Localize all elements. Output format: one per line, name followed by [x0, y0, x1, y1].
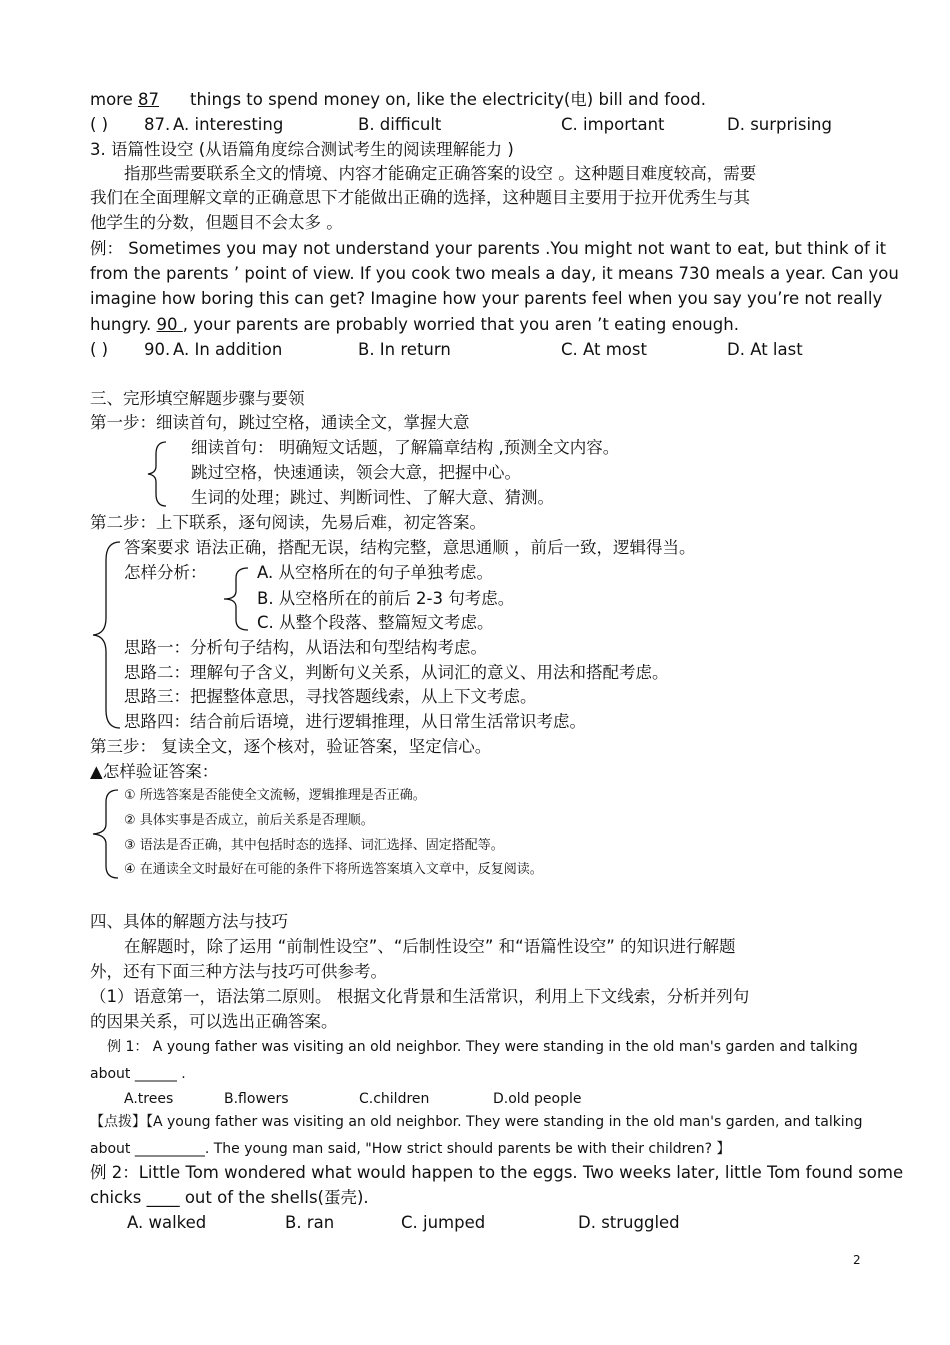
step3: 第三步： 复读全文，逐个核对，验证答案，坚定信心。: [90, 737, 492, 756]
q87-option-b: B. difficult: [358, 115, 442, 134]
tip-line-1: 【点拨】【A young father was visiting an old neighbor. They were standing in the old man's garden, and talking: [90, 1114, 863, 1130]
example1-option-a: A.trees: [124, 1091, 174, 1107]
q90-option-b: B. In return: [358, 340, 451, 359]
answer-requirements: 答案要求 语法正确，搭配无误，结构完整，意思通顺 ，前后一致，逻辑得当。: [124, 538, 696, 557]
page-number: 2: [853, 1253, 861, 1267]
q87-option-a: A. interesting: [173, 115, 284, 134]
q87-paren: ( ): [90, 115, 109, 134]
part4-intro-1: 在解题时，除了运用 “前制性设空”、“后制性设空” 和“语篇性设空” 的知识进行解题: [124, 937, 736, 956]
step1-item-1: 细读首句： 明确短文话题，了解篇章结构 ,预测全文内容。: [191, 438, 620, 457]
q87-blank: 87: [138, 90, 159, 109]
ex90-line-3: imagine how boring this can get? Imagine how your parents feel when you say you’re not really: [90, 289, 883, 308]
q87-option-c: C. important: [561, 115, 665, 134]
q90-option-a: A. In addition: [173, 340, 283, 359]
example2-option-b: B. ran: [285, 1213, 335, 1232]
q90-option-c: C. At most: [561, 340, 647, 359]
ex90-blank: 90: [156, 315, 183, 334]
example1-option-b: B.flowers: [224, 1091, 289, 1107]
sec3-heading: 3. 语篇性设空 (从语篇角度综合测试考生的阅读理解能力 ): [90, 140, 514, 159]
idea-1: 思路一：分析句子结构，从语法和句型结构考虑。: [124, 638, 487, 657]
verify-item-4: ④ 在通读全文时最好在可能的条件下将所选答案填入文章中，反复阅读。: [124, 862, 543, 877]
example1-line-1: 例 1： A young father was visiting an old neighbor. They were standing in the old man's garden and talking: [107, 1039, 858, 1055]
sec3-desc-1: 指那些需要联系全文的情境、内容才能确定正确答案的设空 。这种题目难度较高，需要: [124, 164, 757, 183]
part4-title: 四、具体的解题方法与技巧: [90, 912, 288, 931]
step1: 第一步：细读首句，跳过空格，通读全文，掌握大意: [90, 413, 470, 432]
q90-num: 90.: [144, 340, 171, 359]
sec3-desc-2: 我们在全面理解文章的正确意思下才能做出正确的选择，这种题目主要用于拉开优秀生与其: [90, 188, 750, 207]
example2-option-c: C. jumped: [401, 1213, 486, 1232]
tip-line-2: about __________. The young man said, "How strict should parents be with their children? 】: [90, 1141, 731, 1157]
example2-option-d: D. struggled: [578, 1213, 680, 1232]
step2: 第二步：上下联系，逐句阅读，先易后难，初定答案。: [90, 513, 486, 532]
analyze-item-c: C. 从整个段落、整篇短文考虑。: [257, 613, 494, 632]
analyze-item-a: A. 从空格所在的句子单独考虑。: [257, 563, 493, 582]
ex90-line-1: 例： Sometimes you may not understand your parents .You might not want to eat, but think of it: [90, 239, 887, 258]
analyze-item-b: B. 从空格所在的前后 2-3 句考虑。: [257, 589, 515, 608]
step1-item-2: 跳过空格，快速通读，领会大意，把握中心。: [191, 463, 521, 482]
verify-item-3: ③ 语法是否正确，其中包括时态的选择、词汇选择、固定搭配等。: [124, 838, 504, 853]
sec3-desc-3: 他学生的分数，但题目不会太多 。: [90, 213, 343, 232]
ex90-line-2: from the parents ’ point of view. If you cook two meals a day, it means 730 meals a year. Can you: [90, 264, 899, 283]
rule1-line-2: 的因果关系，可以选出正确答案。: [90, 1012, 338, 1031]
example2-option-a: A. walked: [127, 1213, 207, 1232]
example1-option-d: D.old people: [493, 1091, 582, 1107]
q90-option-d: D. At last: [727, 340, 803, 359]
step2-brace: [90, 540, 122, 730]
q87-num: 87.: [144, 115, 171, 134]
verify-item-2: ② 具体实事是否成立，前后关系是否理顺。: [124, 813, 374, 828]
ex90-post: , your parents are probably worried that you aren ’t eating enough.: [182, 315, 739, 334]
verify-item-1: ① 所选答案是否能使全文流畅，逻辑推理是否正确。: [124, 788, 426, 803]
example2-line-1: 例 2：Little Tom wondered what would happen to the eggs. Two weeks later, little Tom found some: [90, 1163, 904, 1182]
q90-paren: ( ): [90, 340, 109, 359]
idea-3: 思路三：把握整体意思，寻找答题线索，从上下文考虑。: [124, 687, 537, 706]
how-to-analyze: 怎样分析：: [124, 563, 207, 582]
step1-item-3: 生词的处理；跳过、判断词性、了解大意、猜测。: [191, 488, 554, 507]
part3-title: 三、完形填空解题步骤与要领: [90, 389, 305, 408]
example2-line-2: chicks ____ out of the shells(蛋壳).: [90, 1188, 369, 1207]
step1-brace: [146, 440, 168, 508]
idea-2: 思路二：理解句子含义，判断句义关系，从词汇的意义、用法和搭配考虑。: [124, 663, 669, 682]
q87-post: things to spend money on, like the electricity(电) bill and food.: [190, 90, 706, 109]
ex90-line-4: [90, 314, 739, 336]
verify-brace: [90, 788, 120, 880]
q87-pre: more: [90, 90, 133, 109]
example1-option-c: C.children: [359, 1091, 430, 1107]
q87-stem: [90, 89, 706, 111]
verify-title: ▲怎样验证答案：: [90, 762, 219, 781]
rule1-line-1: （1）语意第一，语法第二原则。 根据文化背景和生活常识，利用上下文线索，分析并列句: [90, 987, 750, 1006]
example1-line-2: about ______ .: [90, 1066, 186, 1082]
q87-option-d: D. surprising: [727, 115, 832, 134]
ex90-pre: hungry.: [90, 315, 152, 334]
idea-4: 思路四：结合前后语境，进行逻辑推理，从日常生活常识考虑。: [124, 712, 586, 731]
part4-intro-2: 外，还有下面三种方法与技巧可供参考。: [90, 962, 387, 981]
analyze-brace: [220, 566, 250, 632]
